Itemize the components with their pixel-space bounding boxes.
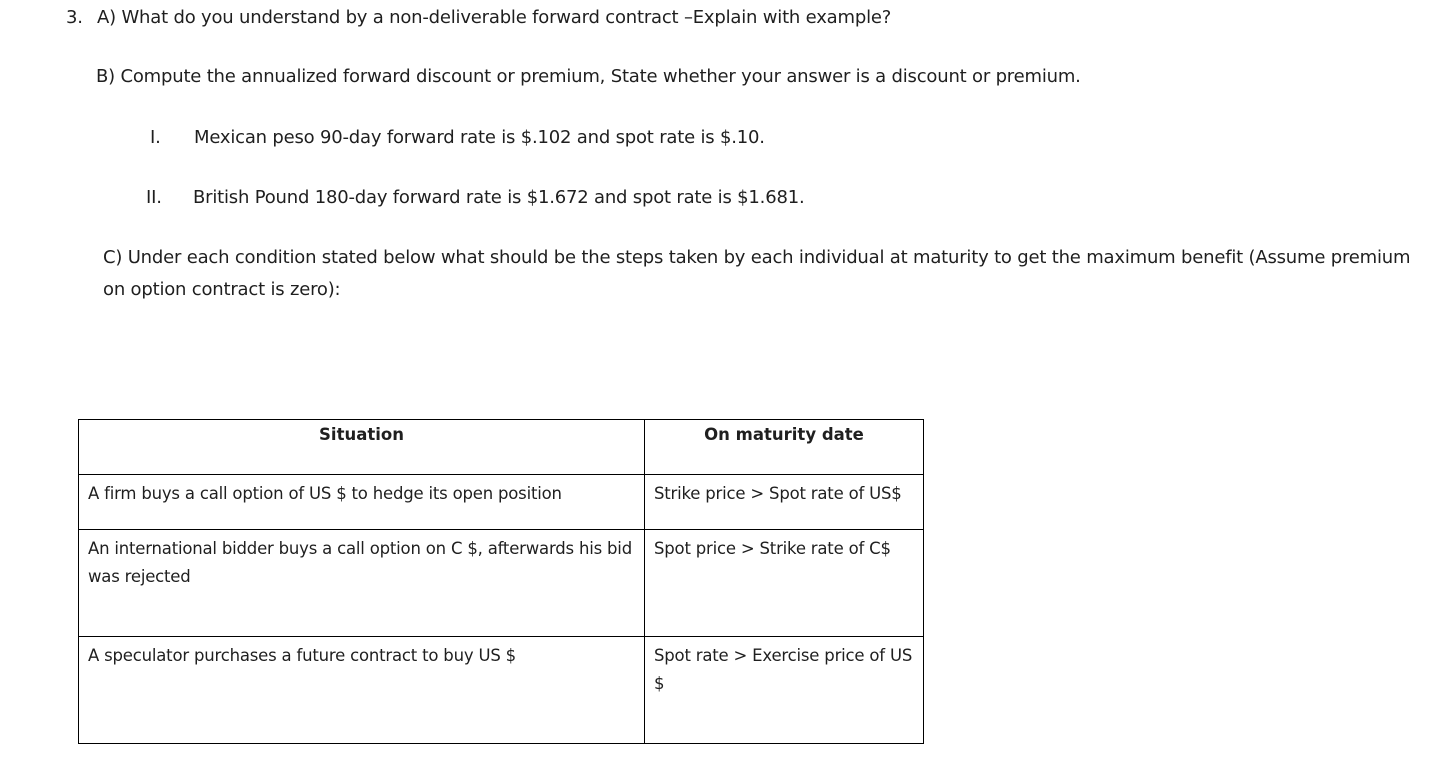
question-number: 3. <box>66 7 83 28</box>
question-part-a: A) What do you understand by a non-deliverable forward contract –Explain with example? <box>97 7 892 28</box>
maturity-text: Strike price > Spot rate of US$ <box>654 484 902 503</box>
header-maturity: On maturity date <box>645 420 924 475</box>
item-numeral: II. <box>146 187 162 208</box>
item-numeral: I. <box>150 127 161 148</box>
maturity-text: Spot rate > Exercise price of US $ <box>654 646 913 693</box>
item-text: Mexican peso 90-day forward rate is $.102 and spot rate is $.10. <box>194 127 765 148</box>
table-row <box>79 637 924 744</box>
header-situation: Situation <box>79 420 645 475</box>
situation-cell <box>79 475 645 530</box>
situation-text: A firm buys a call option of US $ to hedge its open position <box>88 484 562 503</box>
situation-cell <box>79 530 645 637</box>
maturity-text: Spot price > Strike rate of C$ <box>654 539 891 558</box>
question-part-c: C) Under each condition stated below what should be the steps taken by each individual at maturity to get the maximum benefit (Assume premium on option contract is zero): <box>103 247 1411 300</box>
item-text: British Pound 180-day forward rate is $1.672 and spot rate is $1.681. <box>193 187 805 208</box>
situation-text: A speculator purchases a future contract to buy US $ <box>88 646 516 665</box>
maturity-cell <box>645 530 924 637</box>
situation-cell <box>79 637 645 744</box>
situation-text: An international bidder buys a call option on C $, afterwards his bid was rejected <box>88 539 632 586</box>
table-row <box>79 530 924 637</box>
maturity-cell <box>645 475 924 530</box>
maturity-cell <box>645 637 924 744</box>
table-row <box>79 475 924 530</box>
situation-table <box>78 419 924 744</box>
question-part-b: B) Compute the annualized forward discount or premium, State whether your answer is a discount or premium. <box>96 66 1081 87</box>
table-header-row <box>79 420 924 475</box>
